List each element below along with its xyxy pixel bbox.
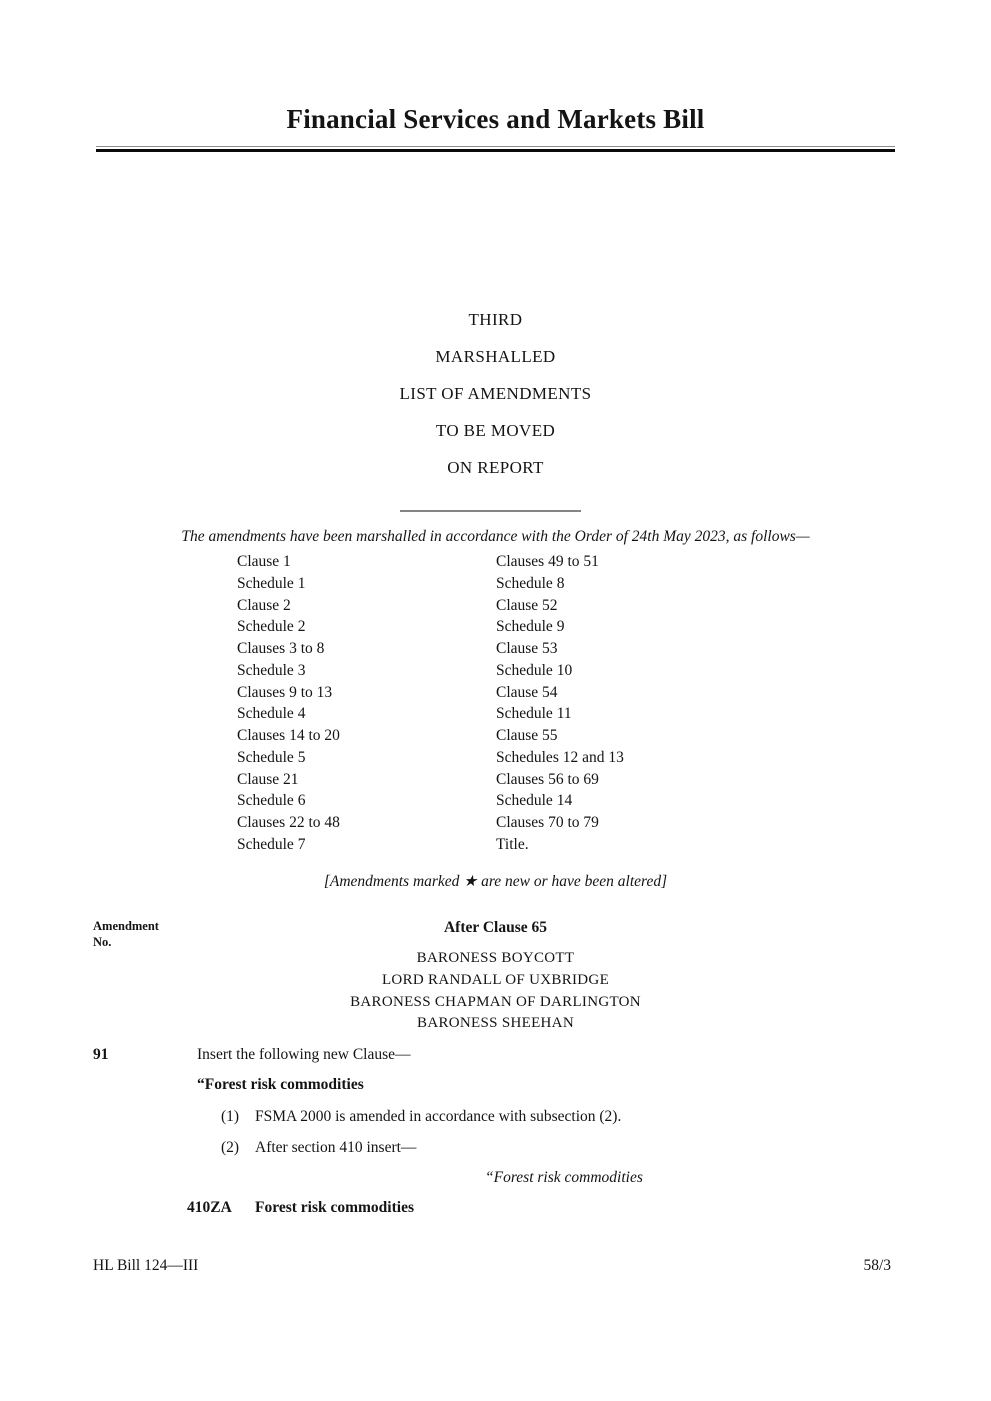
marshalling-item: Schedule 4 bbox=[237, 705, 306, 723]
marshalling-item: Title. bbox=[496, 835, 529, 853]
inserted-section-heading: “Forest risk commodities bbox=[485, 1169, 643, 1186]
marshalling-item: Clauses 22 to 48 bbox=[237, 814, 340, 831]
sponsor-name: BARONESS BOYCOTT bbox=[416, 950, 575, 966]
marshalling-item: Schedule 2 bbox=[237, 618, 306, 636]
marshalling-item: Clauses 56 to 69 bbox=[496, 770, 599, 788]
marshalling-item: Schedule 11 bbox=[496, 705, 572, 723]
amendment-no-label-line: No. bbox=[93, 935, 112, 949]
marshalling-item: Clauses 14 to 20 bbox=[237, 727, 340, 744]
amendment-instruction: Insert the following new Clause— bbox=[197, 1046, 411, 1063]
marshalling-item: Schedule 6 bbox=[237, 792, 306, 810]
marshalling-item: Clause 54 bbox=[496, 683, 558, 701]
page-title: Financial Services and Markets Bill bbox=[286, 104, 705, 134]
marshalling-item: Clause 52 bbox=[496, 596, 558, 614]
sponsor-name: LORD RANDALL OF UXBRIDGE bbox=[381, 971, 610, 988]
marshalling-item: Schedule 9 bbox=[496, 618, 565, 636]
marshalling-item: Clauses 70 to 79 bbox=[496, 814, 599, 831]
marshalling-item: Schedule 5 bbox=[237, 748, 306, 766]
marshalling-item: Schedule 8 bbox=[496, 574, 565, 592]
marshalling-left-column bbox=[237, 551, 340, 856]
heading-line: LIST OF AMENDMENTS bbox=[399, 384, 592, 403]
bill-reference: HL Bill 124—III bbox=[93, 1257, 199, 1274]
sponsors-list bbox=[0, 948, 991, 1035]
page-number: 58/3 bbox=[863, 1257, 891, 1274]
marshalling-item: Clause 1 bbox=[237, 553, 291, 570]
amendment-no-label-line: Amendment bbox=[93, 919, 159, 933]
marshalling-right-column bbox=[496, 551, 624, 856]
heading-line: MARSHALLED bbox=[435, 347, 556, 366]
marshalling-item: Clause 53 bbox=[496, 640, 558, 657]
marshalling-item: Clause 21 bbox=[237, 770, 299, 788]
subsection-text: FSMA 2000 is amended in accordance with subsection (2). bbox=[255, 1108, 622, 1125]
amendment-number: 91 bbox=[93, 1046, 109, 1063]
heading-line: TO BE MOVED bbox=[435, 421, 556, 440]
subsection-number: (1) bbox=[221, 1108, 240, 1125]
subsection-number: (2) bbox=[221, 1139, 240, 1156]
marshalling-item: Clause 2 bbox=[237, 596, 291, 614]
sponsor-name: BARONESS SHEEHAN bbox=[417, 1015, 574, 1032]
star-note: [Amendments marked ★ are new or have been altered] bbox=[323, 873, 668, 890]
heading-line: ON REPORT bbox=[447, 458, 544, 477]
marshalling-item: Schedule 10 bbox=[496, 661, 573, 679]
page-footer bbox=[93, 1257, 891, 1275]
amendment-clause-title: “Forest risk commodities bbox=[197, 1076, 364, 1093]
section-divider bbox=[400, 510, 581, 512]
marshalling-item: Clauses 3 to 8 bbox=[237, 640, 325, 657]
marshalling-note: The amendments have been marshalled in accordance with the Order of 24th May 2023, as follows— bbox=[181, 528, 810, 545]
title-rule bbox=[96, 146, 895, 152]
marshalling-item: Schedule 14 bbox=[496, 792, 573, 810]
heading-line: THIRD bbox=[468, 310, 523, 329]
marshalling-item: Schedules 12 and 13 bbox=[496, 748, 624, 766]
sponsor-name: BARONESS CHAPMAN OF DARLINGTON bbox=[350, 993, 641, 1010]
inserted-section-number: 410ZA bbox=[187, 1199, 232, 1216]
heading-block bbox=[0, 301, 991, 486]
marshalling-item: Clauses 9 to 13 bbox=[237, 683, 333, 701]
inserted-section-title: Forest risk commodities bbox=[255, 1199, 414, 1216]
marshalling-item: Schedule 7 bbox=[237, 835, 306, 853]
marshalling-item: Clause 55 bbox=[496, 727, 558, 744]
marshalling-item: Schedule 3 bbox=[237, 661, 306, 679]
section-heading: After Clause 65 bbox=[443, 919, 548, 936]
marshalling-item: Clauses 49 to 51 bbox=[496, 553, 599, 570]
subsection-text: After section 410 insert— bbox=[255, 1139, 417, 1156]
marshalling-item: Schedule 1 bbox=[237, 574, 306, 592]
